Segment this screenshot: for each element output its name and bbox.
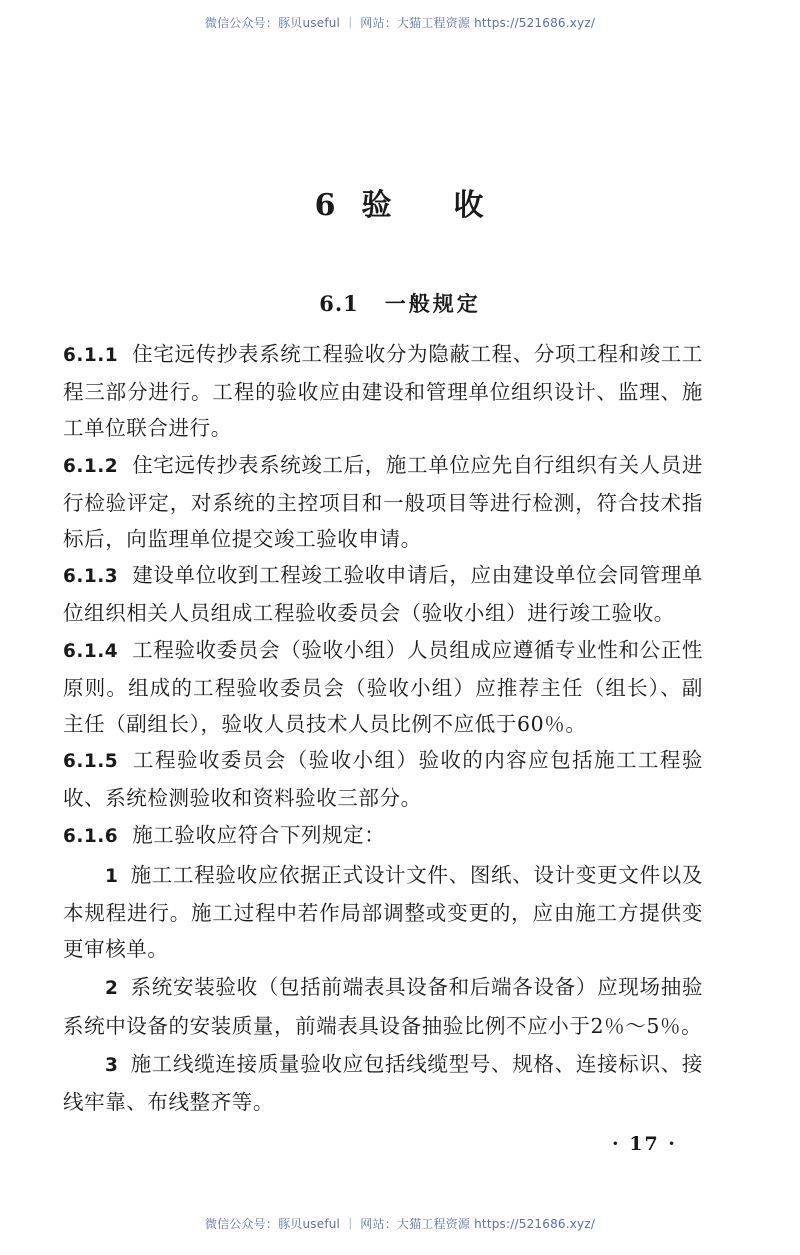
item-number: 2 (105, 978, 119, 1000)
watermark-top: 微信公众号：豚贝useful ｜ 网站：大猫工程资源 https://521686.xyz/ (204, 16, 596, 30)
clause-number: 6.1.1 (63, 345, 119, 366)
chapter-title-part1: 验 (361, 188, 394, 223)
item-number: 3 (105, 1054, 119, 1076)
clause-text: 住宅远传抄表系统工程验收分为隐蔽工程、分项工程和竣工工程三部分进行。工程的验收应由建设和管理单位组织设计、监理、施工单位联合进行。 (63, 342, 703, 441)
clause-text: 施工验收应符合下列规定： (132, 822, 386, 847)
clause-body (63, 336, 703, 1120)
page-number: · 17 · (612, 1133, 677, 1155)
clause-number: 6.1.5 (63, 751, 119, 773)
clause-text: 工程验收委员会（验收小组）人员组成应遵循专业性和公正性原则。组成的工程验收委员会（验收小组）应推荐主任（组长）、副主任（副组长），验收人员技术人员比例不应低于60％。 (63, 637, 703, 737)
clause-number: 6.1.3 (63, 566, 119, 588)
item-number: 1 (105, 865, 119, 887)
clause-6-1-3 (63, 557, 703, 631)
clause-6-1-4 (63, 632, 703, 743)
clause-6-1-6 (63, 817, 703, 855)
clause-text: 建设单位收到工程竣工验收申请后，应由建设单位会同管理单位组织相关人员组成工程验收委员会（验收小组）进行竣工验收。 (63, 563, 703, 626)
section-heading: 一般规定 (384, 291, 481, 316)
item-text: 施工工程验收应依据正式设计文件、图纸、设计变更文件以及本规程进行。施工过程中若作局部调整或变更的，应由施工方提供变更审核单。 (63, 862, 703, 962)
clause-number: 6.1.2 (63, 455, 119, 477)
list-item (63, 969, 703, 1043)
item-text: 系统安装验收（包括前端表具设备和后端各设备）应现场抽验系统中设备的安装质量，前端表具设备抽验比例不应小于2％～5％。 (63, 975, 703, 1038)
list-item (63, 1046, 703, 1120)
chapter-title (0, 180, 800, 224)
list-item (63, 857, 703, 968)
clause-6-1-1 (63, 336, 703, 447)
item-text: 施工线缆连接质量验收应包括线缆型号、规格、连接标识、接线牢靠、布线整齐等。 (63, 1051, 703, 1115)
clause-number: 6.1.6 (63, 825, 119, 847)
section-number: 6.1 (319, 291, 359, 316)
clause-number: 6.1.4 (63, 640, 119, 662)
chapter-title-part2: 收 (453, 188, 486, 223)
clause-text: 工程验收委员会（验收小组）验收的内容应包括施工工程验收、系统检测验收和资料验收三部分。 (63, 748, 703, 811)
section-title (0, 288, 800, 318)
chapter-number: 6 (314, 188, 338, 223)
watermark-bottom: 微信公众号：豚贝useful ｜ 网站：大猫工程资源 https://521686.xyz/ (204, 1217, 596, 1231)
clause-6-1-2 (63, 447, 703, 558)
clause-6-1-5 (63, 742, 703, 816)
clause-text: 住宅远传抄表系统竣工后，施工单位应先自行组织有关人员进行检验评定，对系统的主控项目和一般项目等进行检测，符合技术指标后，向监理单位提交竣工验收申请。 (63, 452, 703, 552)
